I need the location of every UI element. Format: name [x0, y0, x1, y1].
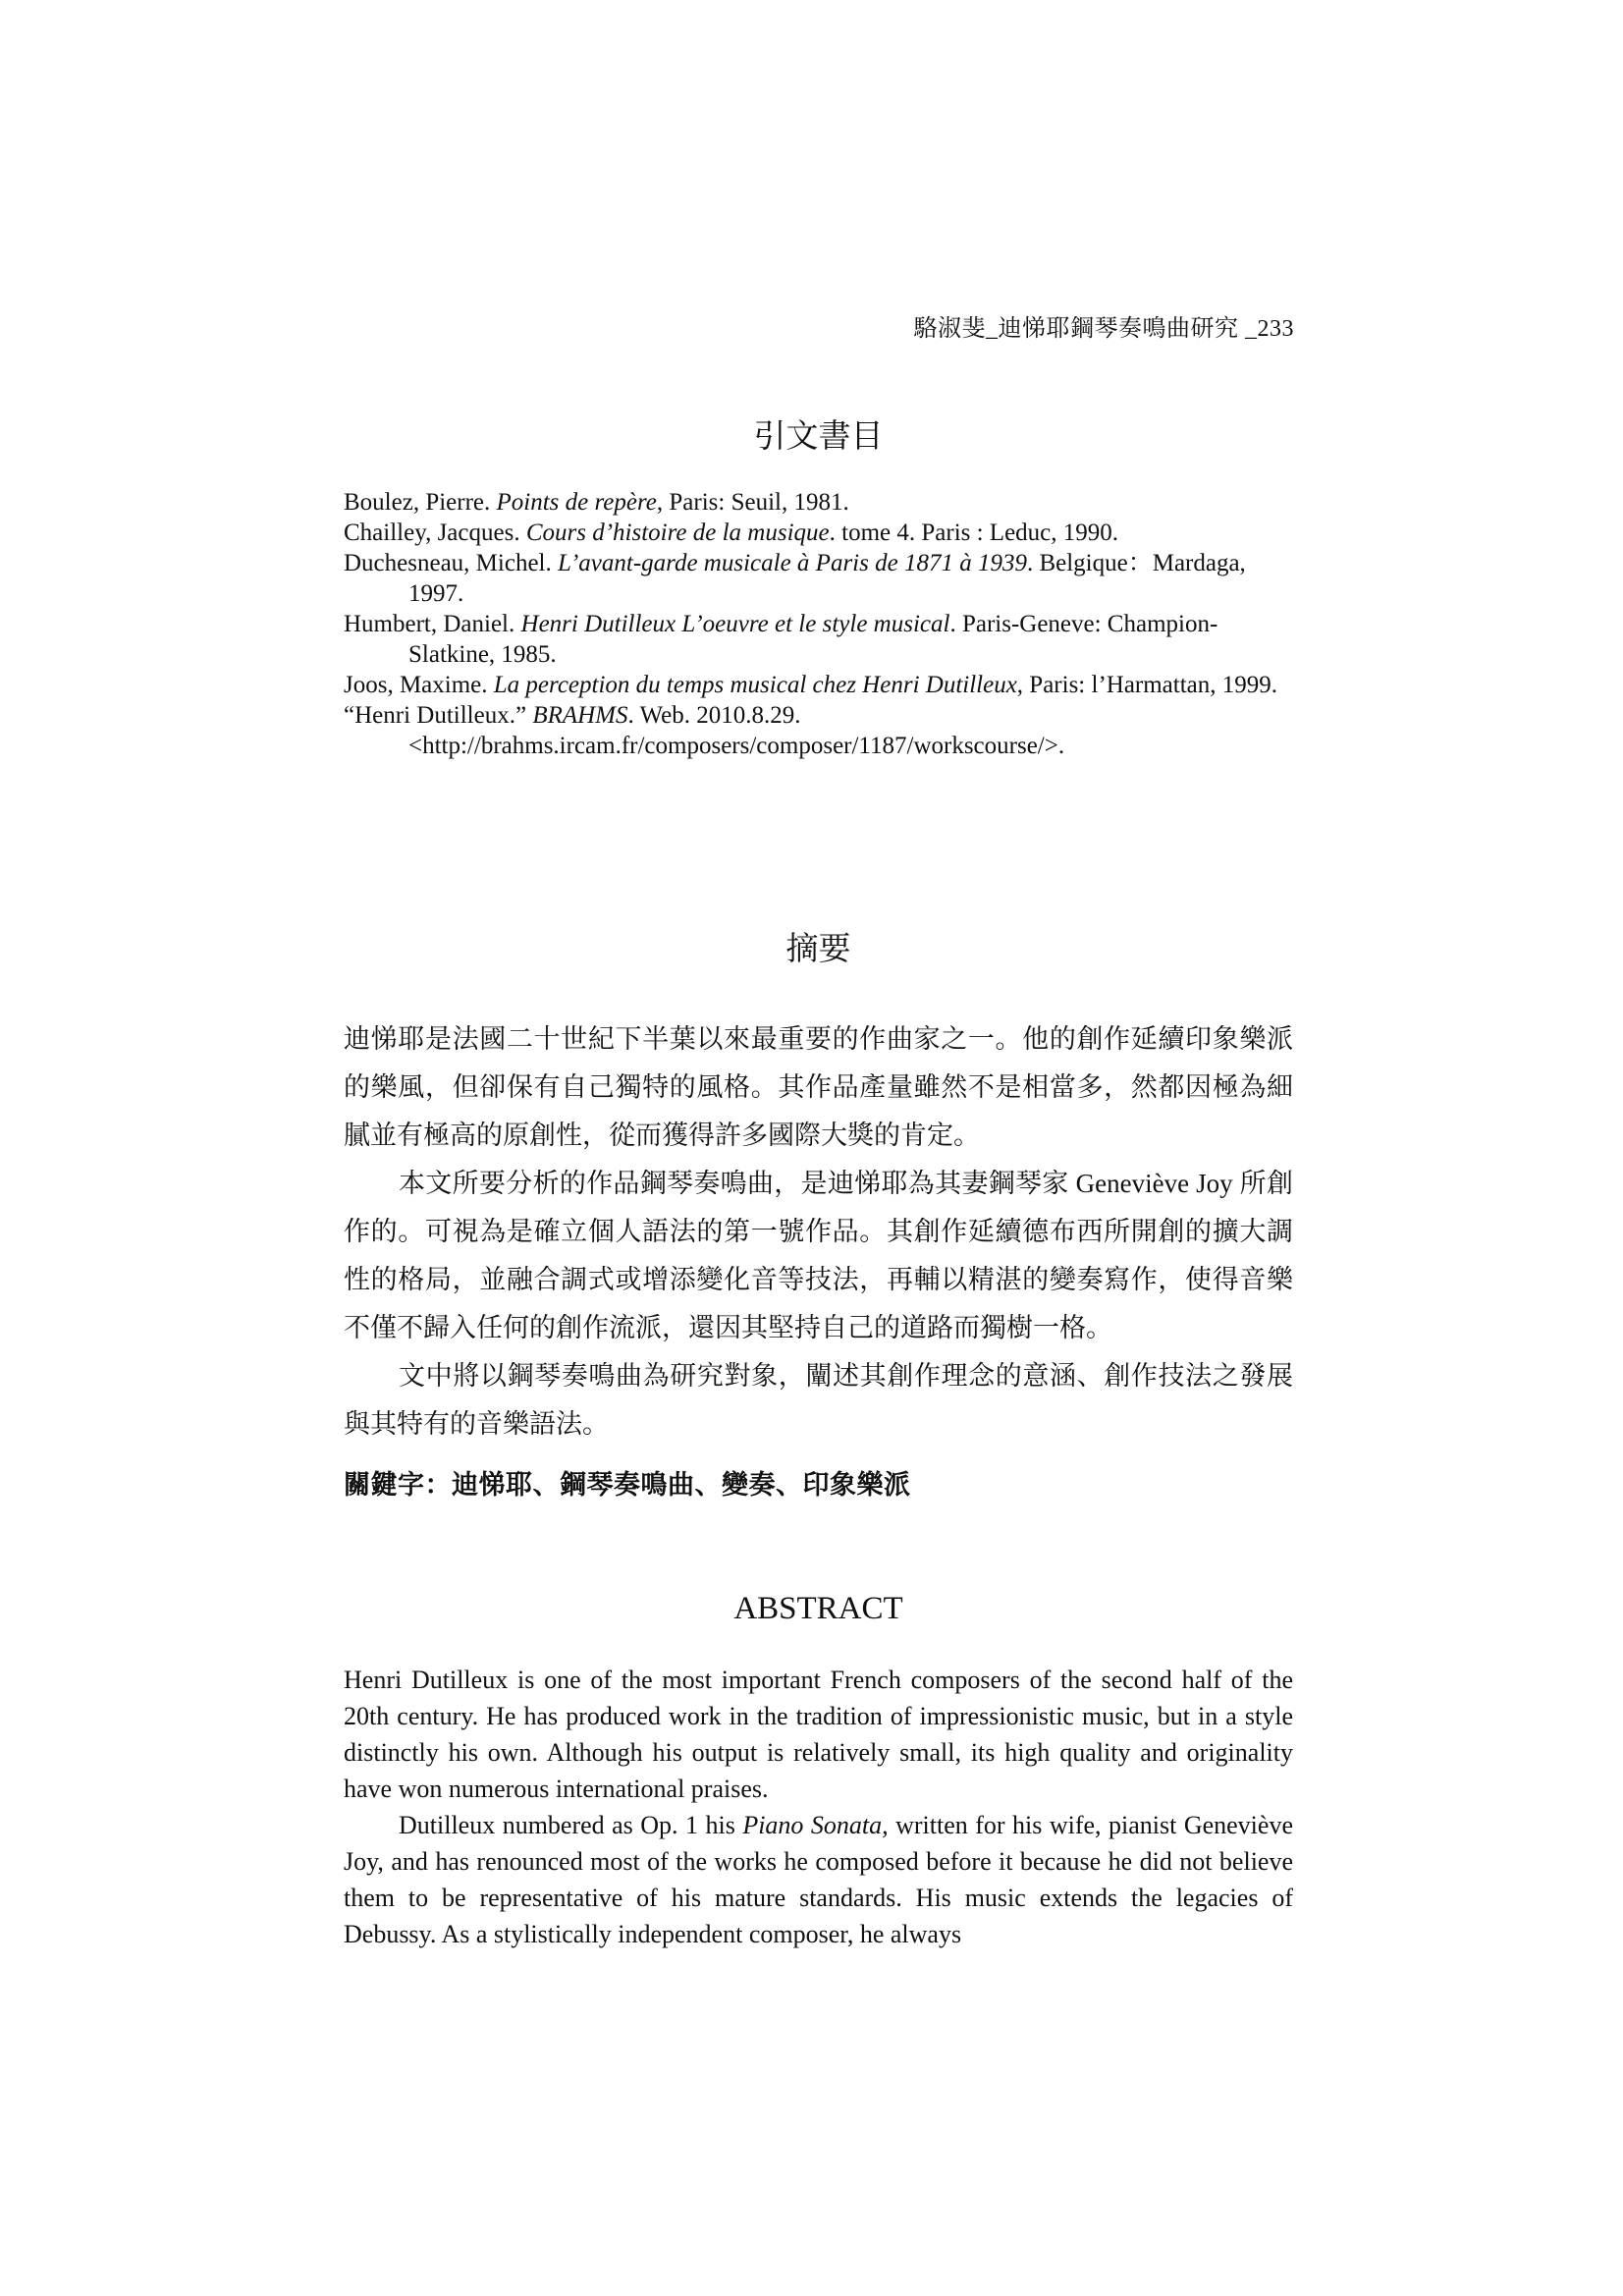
keywords: 關鍵字：迪悌耶、鋼琴奏鳴曲、變奏、印象樂派 — [344, 1470, 911, 1501]
reference-entry — [344, 670, 1293, 700]
references-heading: 引文書目 — [753, 419, 884, 455]
reference-title: La perception du temps musical chez Henri Dutilleux — [493, 672, 1017, 698]
reference-entry — [344, 487, 1293, 518]
reference-publication: . tome 4. Paris : Leduc, 1990. — [829, 519, 1119, 546]
summary-paragraph: 本文所要分析的作品鋼琴奏鳴曲，是迪悌耶為其妻鋼琴家 Geneviève Joy 所創作的。可視為是確立個人語法的第一號作品。其創作延續德布西所開創的擴大調性的格局，並融合調式或增添變化音等技法，再輔以精湛的變奏寫作，使得音樂不僅不歸入任何的創作流派，還因其堅持自己的道路而獨樹一格。 — [344, 1169, 1293, 1342]
abstract-heading: ABSTRACT — [733, 1591, 903, 1626]
reference-author: “Henri Dutilleux.” — [344, 702, 533, 729]
summary-zh-heading-block — [344, 923, 1293, 969]
summary-heading: 摘要 — [785, 932, 851, 967]
reference-author: Joos, Maxime. — [344, 672, 494, 698]
abstract-paragraph — [344, 1807, 1293, 1952]
reference-title: Henri Dutilleux L’oeuvre et le style musical — [520, 611, 950, 637]
references-section — [344, 410, 1293, 457]
reference-publication: , Paris: l’Harmattan, 1999. — [1016, 672, 1278, 698]
abstract-heading-block — [344, 1591, 1293, 1627]
reference-publication: , Paris: Seuil, 1981. — [656, 489, 849, 516]
summary-paragraph: 迪悌耶是法國二十世紀下半葉以來最重要的作曲家之一。他的創作延續印象樂派的樂風，但卻保有自己獨特的風格。其作品產量雖然不是相當多，然都因極為細膩並有極高的原創性，從而獲得許多國際大獎的肯定。 — [344, 1024, 1293, 1150]
abstract-paragraph: Henri Dutilleux is one of the most important French composers of the second half of the 20th century. He has produced work in the tradition of impressionistic music, but in a style distinctly his own. Although his output is relatively small, its high quality and originality have won numerous international praises. — [344, 1666, 1293, 1803]
reference-list — [344, 487, 1293, 761]
reference-entry — [344, 700, 1293, 761]
reference-author: Duchesneau, Michel. — [344, 550, 558, 576]
work-title: Piano Sonata, — [742, 1811, 889, 1839]
reference-entry — [344, 548, 1293, 609]
reference-title: Points de repère — [496, 489, 657, 516]
reference-title: Cours d’histoire de la musique — [525, 519, 830, 546]
running-header: 駱淑斐_迪悌耶鋼琴奏鳴曲研究 _233 — [913, 316, 1294, 342]
reference-author: Chailley, Jacques. — [344, 519, 526, 546]
reference-entry — [344, 609, 1293, 670]
summary-paragraph: 文中將以鋼琴奏鳴曲為研究對象，闡述其創作理念的意涵、創作技法之發展與其特有的音樂語法。 — [344, 1361, 1293, 1439]
abstract-text: written for his wife, pianist Geneviève Joy, and has renounced most of the works he composed before it because he did not believe them to be representative of his mature standards. His music extends the legacies of Debussy. As a stylistically independent composer, he always — [344, 1811, 1293, 1948]
abstract-text: Dutilleux numbered as Op. 1 his — [399, 1811, 743, 1839]
keywords-block — [344, 1463, 1293, 1502]
summary-zh-body — [344, 1015, 1293, 1449]
reference-author: Humbert, Daniel. — [344, 611, 521, 637]
reference-entry — [344, 518, 1293, 548]
reference-publication: . Web. 2010.8.29. <http://brahms.ircam.fr/composers/composer/1187/workscourse/>. — [408, 702, 1065, 759]
abstract-body — [344, 1662, 1293, 1952]
reference-title: BRAHMS — [532, 702, 628, 729]
reference-publication: . Paris-Geneve: Champion-Slatkine, 1985. — [408, 611, 1218, 668]
reference-author: Boulez, Pierre. — [344, 489, 497, 516]
references-list-block — [344, 487, 1293, 761]
reference-publication: . Belgique：Mardaga, 1997. — [408, 550, 1246, 607]
reference-title: L’avant-garde musicale à Paris de 1871 à 1939 — [557, 550, 1027, 576]
